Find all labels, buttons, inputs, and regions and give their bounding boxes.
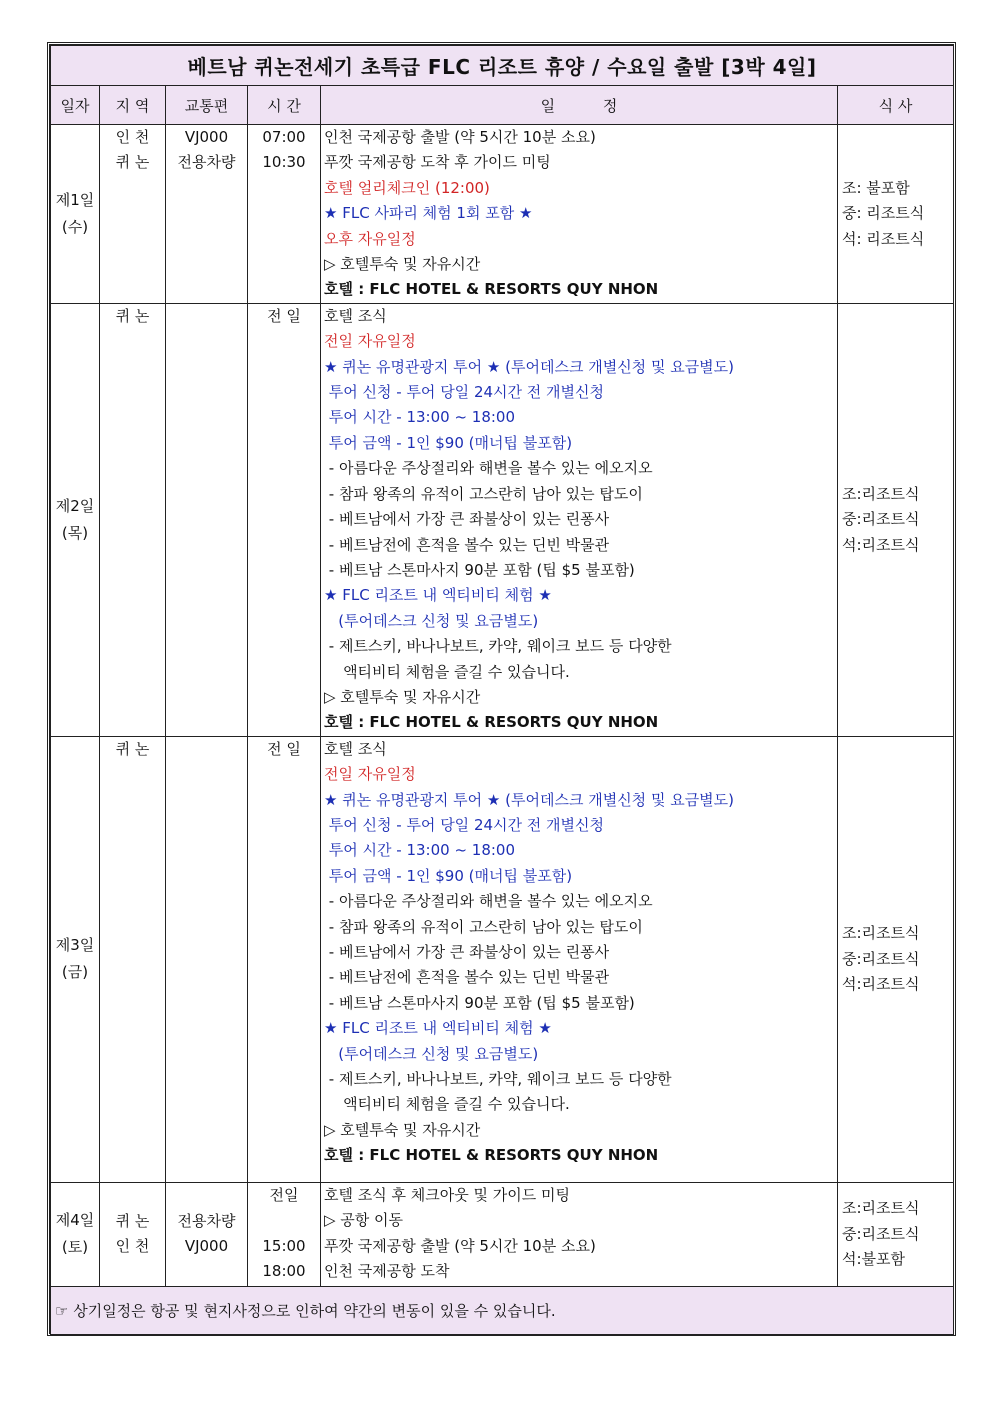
meal-line: 중: 리조트식 [842,204,925,223]
schedule-line: - 아름다운 주상절리와 해변을 볼수 있는 에오지오 [324,459,653,478]
note-row [51,1286,954,1334]
schedule-line: - 베트남전에 흔적을 볼수 있는 딘빈 박물관 [324,968,610,987]
transport-line [166,1183,247,1208]
schedule-cell [321,303,838,736]
weekday-label: (금) [61,963,89,982]
schedule-line: 호텔 얼리체크인 (12:00) [324,178,490,197]
schedule-line: - 아름다운 주상절리와 해변을 볼수 있는 에오지오 [324,892,653,911]
schedule-line: 인천 국제공항 출발 (약 5시간 10분 소요) [324,128,596,146]
header-region: 지 역 [100,86,166,125]
schedule-line: 액티비티 체험을 즐길 수 있습니다. [324,662,570,681]
schedule-line: 오후 자유일정 [324,229,416,248]
schedule-line: ★ 퀴논 유명관광지 투어 ★ (투어데스크 개별신청 및 요금별도) [324,790,735,809]
header-row [51,86,954,125]
schedule-line: ▷ 호텔투숙 및 자유시간 [324,255,481,274]
header-time: 시 간 [248,86,321,125]
region-line [100,1183,165,1208]
schedule-line: 투어 신청 - 투어 당일 24시간 전 개별신청 [324,815,604,834]
time-line: 10:30 [262,153,306,172]
region-line: 퀴 논 [115,153,150,172]
schedule-line: 투어 금액 - 1인 $90 (매너팁 불포함) [324,866,573,885]
region-line [100,1260,165,1285]
itinerary-sheet [47,42,956,1336]
region-cell [100,303,166,736]
header-schedule: 일 정 [321,86,838,125]
schedule-line: - 참파 왕족의 유적이 고스란히 남아 있는 탑도이 [324,917,643,936]
transport-cell [166,125,248,304]
schedule-line: 푸깟 국제공항 도착 후 가이드 미팅 [324,153,551,172]
day-cell [51,1182,100,1286]
time-cell [248,736,321,1182]
meal-line: 중:리조트식 [842,1224,920,1243]
schedule-line: 투어 시간 - 13:00 ~ 18:00 [324,408,516,427]
day-row [51,1182,954,1286]
schedule-line: 투어 시간 - 13:00 ~ 18:00 [324,841,516,860]
schedule-line: - 참파 왕족의 유적이 고스란히 남아 있는 탑도이 [324,484,643,503]
time-line: 전일 [269,1185,299,1204]
schedule-line: 투어 신청 - 투어 당일 24시간 전 개별신청 [324,383,604,402]
time-cell [248,303,321,736]
schedule-line: (투어데스크 신청 및 요금별도) [324,611,539,630]
time-line: 15:00 [262,1236,306,1255]
schedule-line: - 베트남에서 가장 큰 좌불상이 있는 린퐁사 [324,510,610,529]
meals-cell [838,125,954,304]
transport-line: VJ000 [184,128,229,146]
schedule-line: 전일 자유일정 [324,332,416,351]
schedule-line: 호텔 조식 [324,739,387,758]
meal-line: 석:불포함 [842,1249,906,1268]
time-line: 전 일 [267,739,301,758]
title-row [51,46,954,86]
day-row [51,303,954,736]
region-line: 퀴 논 [115,306,150,325]
day-row [51,736,954,1182]
time-cell [248,125,321,304]
schedule-line: - 베트남 스톤마사지 90분 포함 (팁 $5 불포함) [324,560,635,579]
schedule-line: ▷ 공항 이동 [324,1211,404,1230]
meal-line: 조:리조트식 [842,1199,920,1218]
schedule-line: ★ 퀴논 유명관광지 투어 ★ (투어데스크 개별신청 및 요금별도) [324,357,735,376]
schedule-cell [321,1182,838,1286]
day-cell [51,125,100,304]
schedule-cell [321,736,838,1182]
meal-line: 조: 불포함 [842,178,910,197]
header-day: 일자 [51,86,100,125]
itinerary-table [50,45,954,1335]
schedule-line: 푸깟 국제공항 출발 (약 5시간 10분 소요) [324,1236,596,1255]
region-line: 퀴 논 [115,1211,150,1230]
meal-line: 중:리조트식 [842,510,920,529]
schedule-line: 인천 국제공항 도착 [324,1261,450,1280]
meals-cell [838,736,954,1182]
day-label: 제3일 [55,936,95,955]
schedule-line: ▷ 호텔투숙 및 자유시간 [324,1120,481,1139]
meal-line: 석:리조트식 [842,974,920,993]
transport-line [166,1260,247,1285]
meal-line: 석: 리조트식 [842,229,925,248]
day-cell [51,736,100,1182]
transport-line: 전용차량 [177,153,236,172]
schedule-line: (투어데스크 신청 및 요금별도) [324,1044,539,1063]
day-label: 제2일 [55,496,95,515]
schedule-line: 호텔 조식 후 체크아웃 및 가이드 미팅 [324,1185,570,1204]
time-line: 07:00 [262,128,306,146]
schedule-line: 액티비티 체험을 즐길 수 있습니다. [324,1095,570,1114]
schedule-line: ▷ 호텔투숙 및 자유시간 [324,687,481,706]
schedule-line: - 제트스키, 바나나보트, 카약, 웨이크 보드 등 다양한 [324,1070,672,1089]
schedule-line: 호텔 : FLC HOTEL & RESORTS QUY NHON [324,280,659,299]
weekday-label: (목) [61,523,89,542]
schedule-line: 전일 자유일정 [324,765,416,784]
meal-line: 조:리조트식 [842,484,920,503]
schedule-line: 호텔 : FLC HOTEL & RESORTS QUY NHON [324,713,659,732]
meals-cell [838,1182,954,1286]
meal-line: 조:리조트식 [842,924,920,943]
schedule-line: ★ FLC 리조트 내 엑티비티 체험 ★ [324,1019,552,1038]
day-row [51,125,954,304]
transport-line: 전용차량 [177,1211,236,1230]
footer-note: ☞ 상기일정은 항공 및 현지사정으로 인하여 약간의 변동이 있을 수 있습니다. [51,1286,954,1334]
time-line: 전 일 [267,306,301,325]
weekday-label: (수) [61,217,89,236]
header-meals: 식 사 [838,86,954,125]
region-cell [100,736,166,1182]
schedule-line: 호텔 조식 [324,306,387,325]
header-transport: 교통편 [166,86,248,125]
weekday-label: (토) [61,1238,89,1257]
schedule-cell [321,125,838,304]
meals-cell [838,303,954,736]
transport-cell [166,736,248,1182]
schedule-line: - 베트남전에 흔적을 볼수 있는 딘빈 박물관 [324,535,610,554]
day-label: 제1일 [55,190,95,209]
day-label: 제4일 [55,1211,95,1230]
schedule-line: - 베트남에서 가장 큰 좌불상이 있는 린퐁사 [324,943,610,961]
time-cell [248,1182,321,1286]
transport-line: VJ000 [184,1237,229,1256]
day-cell [51,303,100,736]
region-line: 퀴 논 [115,739,150,758]
time-line [248,1208,320,1233]
region-cell [100,1182,166,1286]
day-rows [51,125,954,1287]
schedule-line: 호텔 : FLC HOTEL & RESORTS QUY NHON [324,1146,659,1165]
meal-line: 중:리조트식 [842,949,920,968]
schedule-line: - 베트남 스톤마사지 90분 포함 (팁 $5 불포함) [324,993,635,1012]
region-line: 인 천 [115,1237,150,1256]
transport-cell [166,303,248,736]
schedule-line: ★ FLC 사파리 체험 1회 포함 ★ [324,204,533,223]
region-cell [100,125,166,304]
meal-line: 석:리조트식 [842,535,920,554]
time-line: 18:00 [262,1261,306,1280]
schedule-line: - 제트스키, 바나나보트, 카약, 웨이크 보드 등 다양한 [324,637,672,656]
schedule-line: ★ FLC 리조트 내 엑티비티 체험 ★ [324,586,552,605]
transport-cell [166,1182,248,1286]
region-line: 인 천 [115,128,150,146]
page-title: 베트남 퀴논전세기 초특급 FLC 리조트 휴양 / 수요일 출발 [3박 4일] [51,46,954,86]
schedule-line: 투어 금액 - 1인 $90 (매너팁 불포함) [324,433,573,452]
